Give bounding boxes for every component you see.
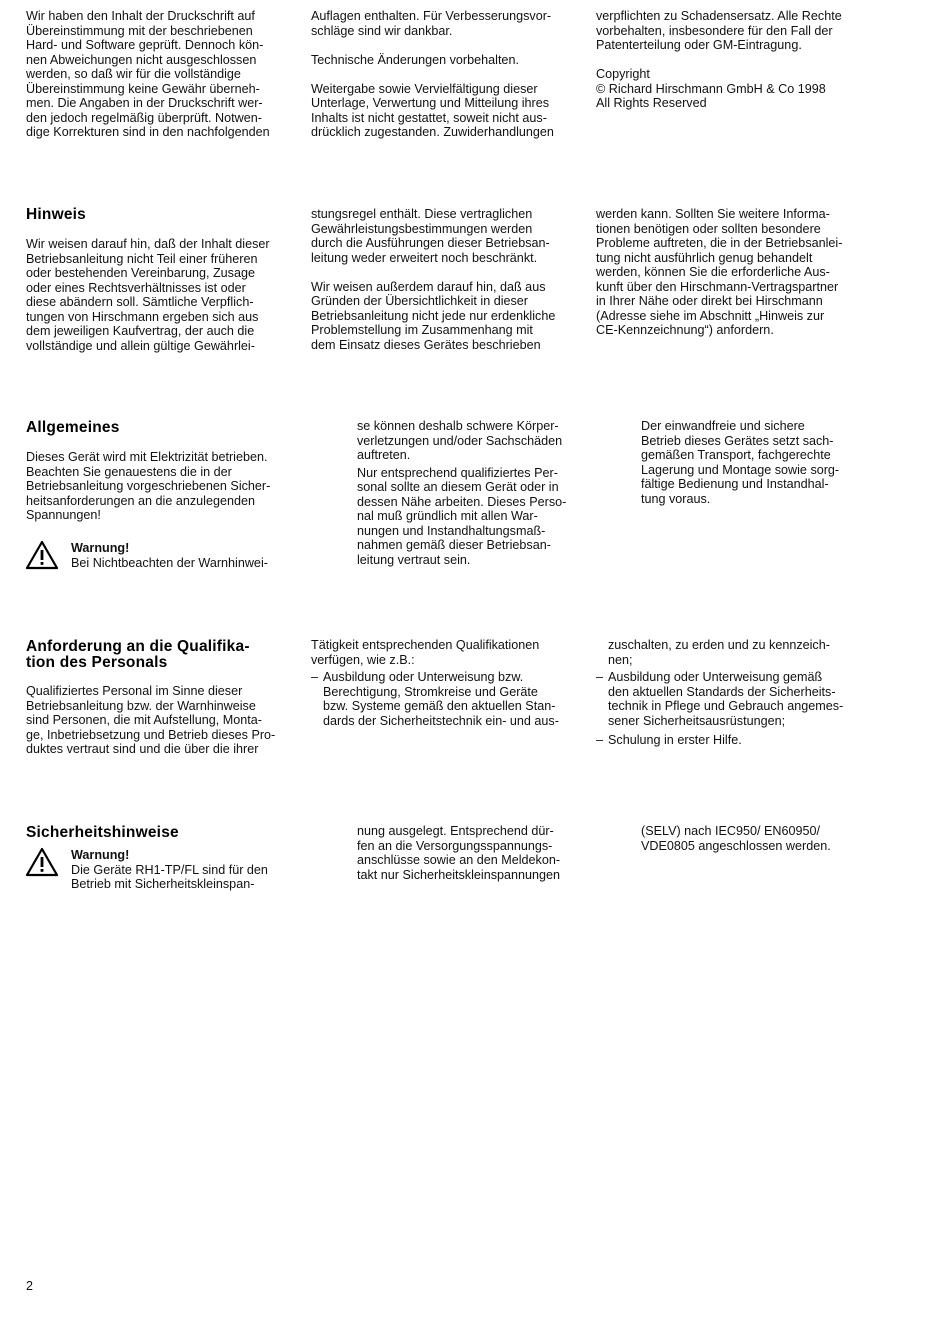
text-line: Bei Nichtbeachten der Warnhinwei- <box>71 555 268 570</box>
text-line: Dieses Gerät wird mit Elektrizität betrieben. <box>26 450 268 464</box>
intro-col2-p3 <box>311 82 554 140</box>
text-line: heitsanforderungen an die anzulegenden <box>26 493 255 508</box>
text-line: dards der Sicherheitstechnik ein- und aus- <box>323 713 559 728</box>
text-line: Copyright <box>596 67 650 81</box>
sicherheit-heading: Sicherheitshinweise <box>26 824 179 841</box>
text-line: fen an die Versorgungsspannungs- <box>357 838 553 853</box>
hinweis-col2-p1 <box>311 207 555 265</box>
text-line: Betrieb dieses Gerätes setzt sach- <box>641 433 834 448</box>
list-item-text <box>608 733 843 748</box>
text-line: Qualifiziertes Personal im Sinne dieser <box>26 684 243 698</box>
text-line: All Rights Reserved <box>596 96 707 110</box>
hinweis-col1 <box>26 237 270 353</box>
list-item-text <box>608 670 843 728</box>
text-line: (SELV) nach IEC950/ EN60950/ <box>641 824 820 838</box>
qualifikation-col1 <box>26 684 275 757</box>
text-line: bzw. Systeme gemäß den aktuellen Stan- <box>323 699 556 713</box>
text-line: tungen von Hirschmann ergeben sich aus <box>26 309 259 324</box>
text-line: Problemstellung im Zusammenhang mit <box>311 323 533 337</box>
text-line: oder eines Rechtsverhältnisses ist oder <box>26 280 246 295</box>
text-line: Betriebsanleitung nicht jede nur erdenkliche <box>311 308 556 323</box>
text-line: Auflagen enthalten. Für Verbesserungsvor- <box>311 9 552 23</box>
allgemeines-col2 <box>357 419 566 567</box>
text-line: werden kann. Sollten Sie weitere Informa- <box>596 207 830 221</box>
text-line: Tätigkeit entsprechenden Qualifikationen <box>311 638 540 652</box>
text-line: tion des Personals <box>26 654 168 671</box>
text-line: den aktuellen Standards der Sicherheits- <box>608 684 836 699</box>
text-line: Gewährleistungsbestimmungen werden <box>311 221 533 236</box>
list-dash: – <box>311 670 319 684</box>
text-line: technik in Pflege und Gebrauch angemes- <box>608 699 844 713</box>
list-item-text <box>323 670 559 728</box>
text-line: Probleme auftreten, die in der Betriebsanlei- <box>596 236 843 250</box>
text-line: Betriebsanleitung bzw. der Warnhinweise <box>26 698 256 713</box>
text-line: CE-Kennzeichnung“) anfordern. <box>596 323 774 337</box>
text-line: schläge sind wir dankbar. <box>311 23 453 38</box>
text-line: dem jeweiligen Kaufvertrag, der auch die <box>26 324 255 338</box>
copyright-notice <box>596 67 842 111</box>
hinweis-col2-p2 <box>311 280 555 353</box>
text-line: Übereinstimmung mit der beschriebenen <box>26 23 253 38</box>
text-line: diese abändern soll. Sämtliche Verpflich- <box>26 295 254 309</box>
text-line: Wir weisen außerdem darauf hin, daß aus <box>311 279 546 294</box>
text-line: Die Geräte RH1-TP/FL sind für den <box>71 862 268 877</box>
text-line: Patenterteilung oder GM-Eintragung. <box>596 38 802 52</box>
text-line: verpflichten zu Schadensersatz. Alle Rechte <box>596 9 842 23</box>
text-line: Wir haben den Inhalt der Druckschrift auf <box>26 9 255 23</box>
text-line: nungen und Instandhaltungsmaß- <box>357 523 546 538</box>
text-line: Inhalts ist nicht gestattet, soweit nicht aus- <box>311 110 547 125</box>
text-line: vollständige und allein gültige Gewährlei- <box>26 338 255 353</box>
text-line: Der einwandfreie und sichere <box>641 419 805 433</box>
text-line: tung nicht ausführlich genug behandelt <box>596 250 813 265</box>
intro-col2 <box>311 9 554 140</box>
text-line: se können deshalb schwere Körper- <box>357 419 559 433</box>
text-line: Lagerung und Montage sowie sorg- <box>641 462 840 477</box>
text-line: Nur entsprechend qualifiziertes Per- <box>357 465 558 480</box>
text-line: Spannungen! <box>26 508 101 522</box>
warning-label: Warnung! <box>71 541 130 555</box>
intro-col1 <box>26 9 270 140</box>
text-line: nal muß gründlich mit allen War- <box>357 509 538 523</box>
list-dash: – <box>596 733 604 747</box>
text-line: tionen benötigen oder sollten besondere <box>596 221 821 236</box>
warning-label: Warnung! <box>71 848 130 862</box>
text-line: sind Personen, die mit Aufstellung, Monta- <box>26 713 262 727</box>
text-line: Betrieb mit Sicherheitskleinspan- <box>71 877 255 891</box>
hinweis-col3 <box>596 207 842 338</box>
allgemeines-warning <box>71 541 268 570</box>
warning-triangle-icon <box>25 847 59 877</box>
text-line: Übereinstimmung keine Gewähr überneh- <box>26 81 260 96</box>
sicherheit-col2 <box>357 824 560 882</box>
text-line: auftreten. <box>357 448 411 462</box>
text-line: leitung vertraut sein. <box>357 552 471 567</box>
text-line: in Ihrer Nähe oder direkt bei Hirschmann <box>596 294 823 308</box>
allgemeines-col3 <box>641 419 839 506</box>
warning-text <box>71 863 268 892</box>
text-line: fältige Bedienung und Instandhal- <box>641 477 829 491</box>
text-line: men. Die Angaben in der Druckschrift wer- <box>26 96 263 110</box>
text-line: nahmen gemäß dieser Betriebsan- <box>357 538 551 552</box>
intro-col2-p1 <box>311 9 554 38</box>
qualifikation-heading <box>26 639 250 671</box>
list-item <box>596 733 843 748</box>
hinweis-col2 <box>311 207 555 352</box>
allgemeines-col2-p1 <box>357 419 566 463</box>
text-line: VDE0805 angeschlossen werden. <box>641 838 831 853</box>
text-line: Berechtigung, Stromkreise und Geräte <box>323 684 538 699</box>
list-item-continuation <box>596 638 843 667</box>
sicherheit-warning <box>71 848 268 892</box>
text-line: nung ausgelegt. Entsprechend dür- <box>357 824 554 838</box>
text-line: verfügen, wie z.B.: <box>311 652 415 667</box>
list-item <box>311 670 559 728</box>
text-line: Unterlage, Verwertung und Mitteilung ihres <box>311 96 550 110</box>
text-line: stungsregel enthält. Diese vertraglichen <box>311 207 533 221</box>
text-line: Betriebsanleitung nicht Teil einer früheren <box>26 251 258 266</box>
text-line: Anforderung an die Qualifika- <box>26 638 250 655</box>
text-line: Schulung in erster Hilfe. <box>608 733 742 747</box>
text-line: (Adresse siehe im Abschnitt „Hinweis zur <box>596 308 825 323</box>
text-line: Hard- und Software geprüft. Dennoch kön- <box>26 38 264 52</box>
intro-col2-p2 <box>311 53 554 68</box>
text-line: gemäßen Transport, fachgerechte <box>641 448 831 462</box>
text-line: © Richard Hirschmann GmbH & Co 1998 <box>596 81 826 96</box>
text-line: leitung weder erweitert noch beschränkt. <box>311 250 538 265</box>
text-line: nen; <box>608 652 633 667</box>
text-line: ge, Inbetriebsetzung und Betrieb dieses Pro- <box>26 727 276 742</box>
text-line: dem Einsatz dieses Gerätes beschrieben <box>311 337 541 352</box>
text-line: Ausbildung oder Unterweisung gemäß <box>608 670 823 684</box>
text-line: werden, können Sie die erforderliche Aus- <box>596 265 830 279</box>
text-line: sonal sollte an diesem Gerät oder in <box>357 480 559 494</box>
text-line: nen Abweichungen nicht ausgeschlossen <box>26 52 257 67</box>
text-line: den jedoch regelmäßig überprüft. Notwen- <box>26 110 262 125</box>
text-line: Beachten Sie genauestens die in der <box>26 464 232 479</box>
page-number: 2 <box>26 1279 34 1293</box>
text-line: dessen Nähe arbeiten. Dieses Perso- <box>357 494 567 509</box>
hinweis-heading: Hinweis <box>26 206 86 223</box>
allgemeines-heading: Allgemeines <box>26 419 120 436</box>
text-line: Ausbildung oder Unterweisung bzw. <box>323 670 524 684</box>
text-line: Gründen der Übersichtlichkeit in dieser <box>311 294 528 308</box>
text-line: takt nur Sicherheitskleinspannungen <box>357 867 561 882</box>
qualifikation-col2-intro <box>311 638 559 667</box>
text-line: durch die Ausführungen dieser Betriebsan- <box>311 236 550 250</box>
list-dash: – <box>596 670 604 684</box>
allgemeines-col1 <box>26 450 270 523</box>
text-line: duktes vertraut sind und die über die ihrer <box>26 742 259 756</box>
qualifikation-col2 <box>311 638 559 728</box>
text-line: kunft über den Hirschmann-Vertragspartner <box>596 279 839 294</box>
text-line: drücklich zugestanden. Zuwiderhandlungen <box>311 125 554 139</box>
text-line: werden, so daß wir für die vollständige <box>26 67 241 81</box>
text-line: oder bestehenden Vereinbarung, Zusage <box>26 266 255 280</box>
intro-col3-p1 <box>596 9 842 53</box>
text-line: Wir weisen darauf hin, daß der Inhalt dieser <box>26 237 270 251</box>
text-line: verletzungen und/oder Sachschäden <box>357 433 563 448</box>
text-line: dige Korrekturen sind in den nachfolgenden <box>26 125 270 139</box>
sicherheit-col3 <box>641 824 831 853</box>
text-line: Weitergabe sowie Vervielfältigung dieser <box>311 81 538 96</box>
text-line: sener Sicherheitsausrüstungen; <box>608 713 786 728</box>
text-line: Technische Änderungen vorbehalten. <box>311 52 519 67</box>
qualifikation-col3 <box>596 638 843 748</box>
text-line: anschlüsse sowie an den Meldekon- <box>357 853 561 867</box>
list-item <box>596 670 843 728</box>
text-line: Betriebsanleitung vorgeschriebenen Sicher- <box>26 479 271 493</box>
warning-text <box>71 556 268 571</box>
text-line: tung voraus. <box>641 491 711 506</box>
text-line: zuschalten, zu erden und zu kennzeich- <box>608 638 830 652</box>
allgemeines-col2-p2 <box>357 466 566 568</box>
warning-triangle-icon <box>25 540 59 570</box>
intro-col3 <box>596 9 842 111</box>
text-line: vorbehalten, insbesondere für den Fall der <box>596 23 833 38</box>
